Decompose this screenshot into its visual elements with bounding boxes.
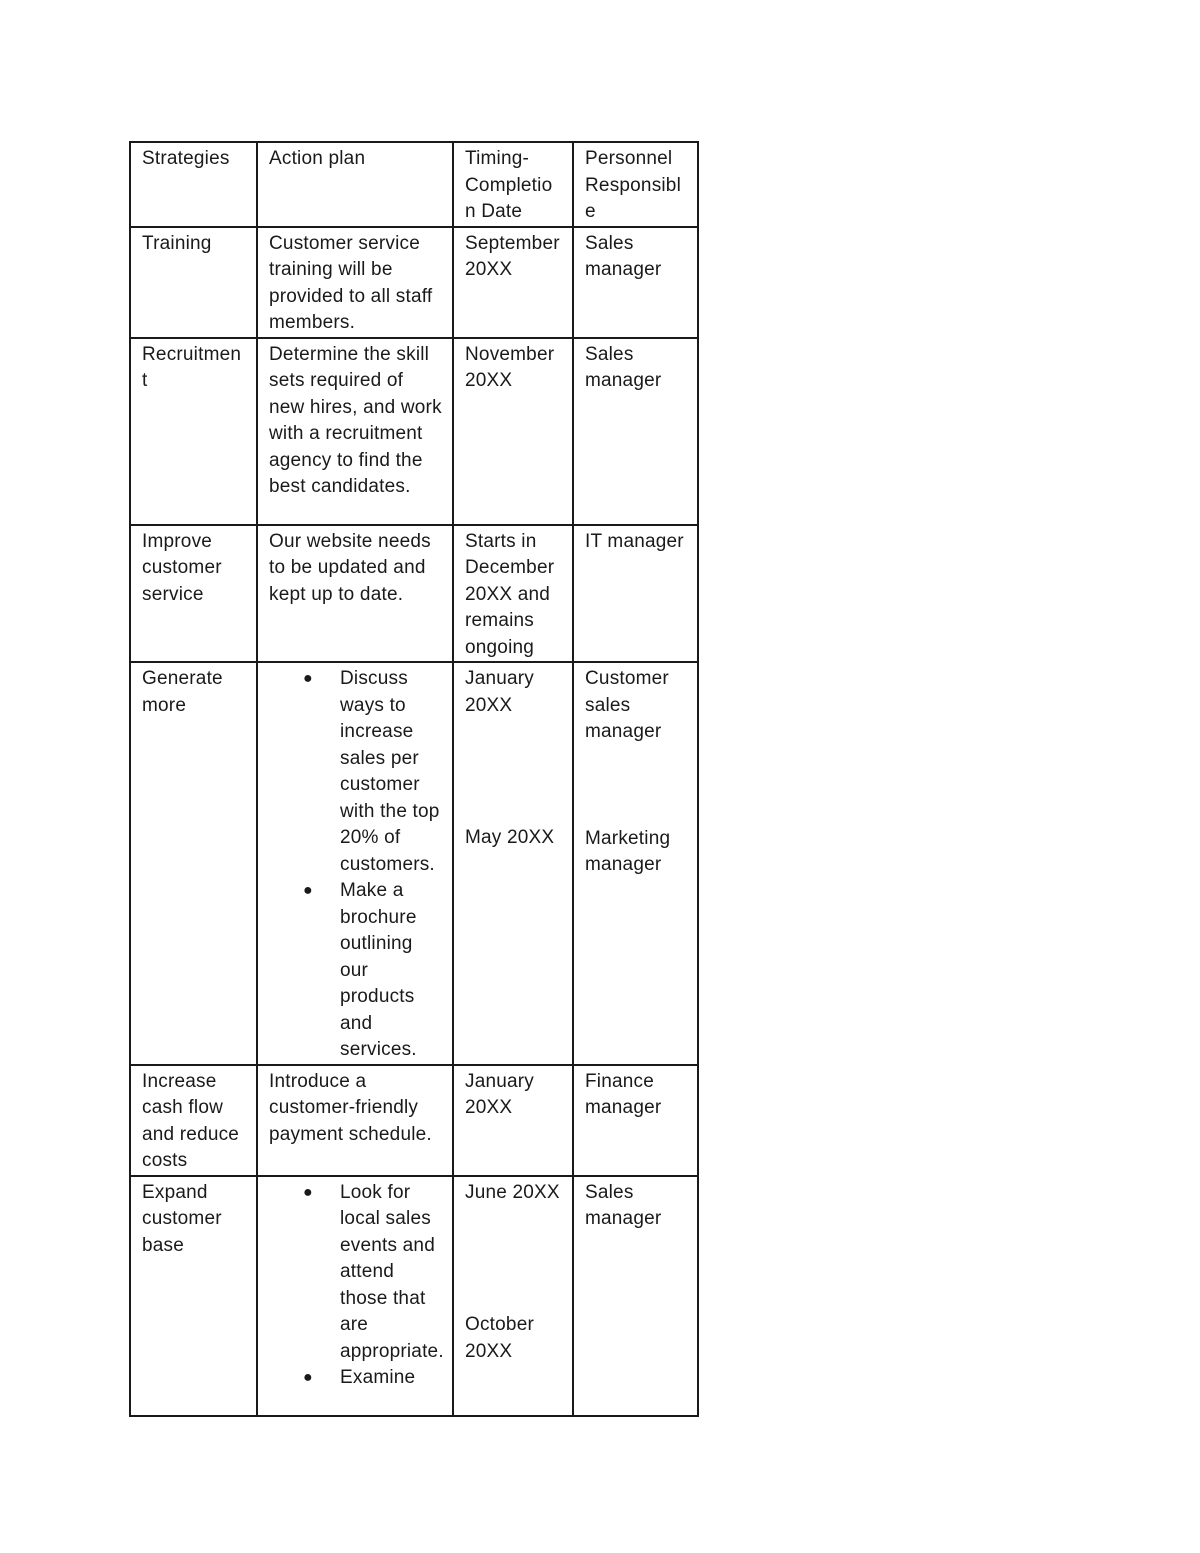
list-item: ● Examine [340,1365,444,1392]
timing-cell: June 20XX October 20XX [453,1176,573,1416]
action-cell: Determine the skill sets required of new hires, and work with a recruitment agency to find the best candidates. [257,338,453,525]
personnel-cell: Sales manager [573,338,698,525]
strategy-cell: Expand customer base [130,1176,257,1416]
strategy-cell: Training [130,227,257,338]
action-cell: Introduce a customer-friendly payment schedule. [257,1065,453,1176]
table-header-row [130,142,698,227]
timing-cell: Starts in December 20XX and remains ongoing [453,525,573,663]
bullet-list [269,666,444,1064]
header-timing: Timing- Completio n Date [453,142,573,227]
timing-cell: January 20XX [453,1065,573,1176]
personnel-cell: IT manager [573,525,698,663]
strategy-cell: Increase cash flow and reduce costs [130,1065,257,1176]
personnel-cell: Sales manager [573,227,698,338]
bullet-icon: ● [303,1183,313,1201]
table-row [130,227,698,338]
table-row [130,1065,698,1176]
list-item: ● Make a brochure outlining our products and services. [303,880,417,1060]
header-personnel: Personnel Responsibl e [573,142,698,227]
list-item: ● Look for local sales events and attend those that are appropriate. [303,1181,444,1362]
strategy-cell: Improve customer service [130,525,257,663]
personnel-cell: Sales manager [573,1176,698,1416]
bullet-icon: ● [303,670,313,687]
personnel-cell: Finance manager [573,1065,698,1176]
action-cell: Our website needs to be updated and kept up to date. [257,525,453,663]
strategy-action-plan-table [129,141,699,1417]
table-row [130,1176,698,1416]
timing-cell: January 20XX May 20XX [453,662,573,1065]
table-row [130,525,698,663]
timing-cell: September 20XX [453,227,573,338]
table-row [130,662,698,1065]
strategy-cell: Recruitmen t [130,338,257,525]
timing-cell: November 20XX [453,338,573,525]
bullet-icon: ● [303,882,313,899]
action-cell: Customer service training will be provided to all staff members. [257,227,453,338]
personnel-cell: Customer sales manager Marketing manager [573,662,698,1065]
action-cell [257,662,453,1065]
bullet-icon: ● [303,1369,313,1386]
header-strategies: Strategies [130,142,257,227]
header-action-plan: Action plan [257,142,453,227]
bullet-list [269,1180,444,1392]
table-row [130,338,698,525]
strategy-cell: Generate more [130,662,257,1065]
action-cell [257,1176,453,1416]
list-item: ● Discuss ways to increase sales per customer with the top 20% of customers. [303,668,440,875]
